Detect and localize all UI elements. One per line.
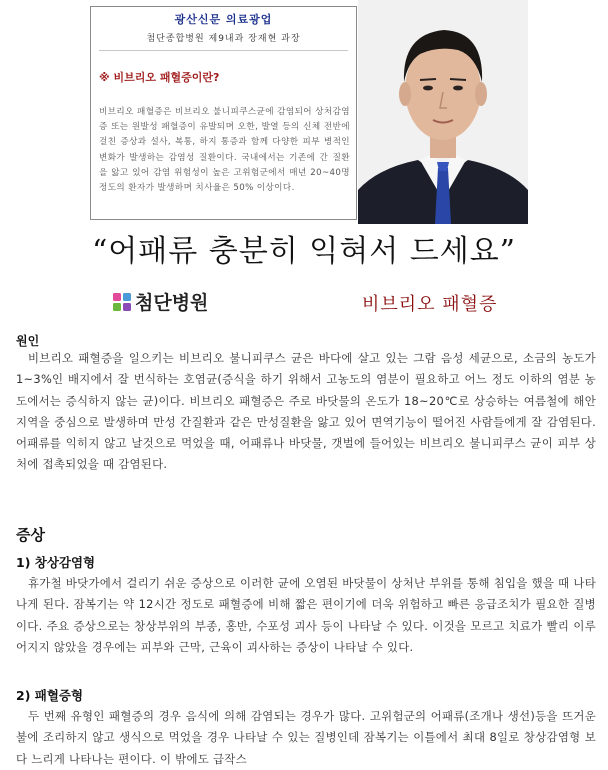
- article-intro-box: [90, 6, 357, 220]
- hospital-brand: [112, 288, 208, 315]
- type1-heading: 1) 창상감염형: [16, 555, 96, 570]
- hospital-name: 첨단병원: [135, 292, 209, 314]
- box-body-text: 비브리오 패혈증은 비브리오 불니피쿠스균에 감염되어 상처감염증 또는 원발성 패혈증이 유발되며 오한, 발열 등의 신체 전반에 걸친 증상과 설사, 복통, 하지 통증과 함께 다양한 피부 병적인 변화가 발생하는 감염성 질환이다. 국내에서는 기존에 간 질환을 앓고 있어 감염 위험성이 높은 고위험군에서 매년 20~40명 정도의 환자가 발생하며 치사율은 50% 이상이다.: [99, 107, 350, 194]
- type2-paragraph: 두 번째 유형인 패혈증의 경우 음식에 의해 감염되는 경우가 많다. 고위험군의 어패류(조개나 생선)등을 뜨거운 불에 조리하지 않고 생식으로 먹었을 경우 나타날 수 있는 질병인데 잠복기는 이틀에서 최대 8일로 창상감염형 보다 느리게 나타나는 편이다. 이 밖에도 급작스: [16, 709, 596, 766]
- newspaper-title: 광산신문 의료광업: [174, 13, 273, 26]
- type2-heading: 2) 패혈증형: [16, 688, 84, 703]
- cause-paragraph: 비브리오 패혈증을 일으키는 비브리오 불니피쿠스 균은 바다에 살고 있는 그람 음성 세균으로, 소금의 농도가 1~3%인 배지에서 잘 번식하는 호염균(증식을 하기 위해서 고농도의 염분이 필요하고 어느 정도 이하의 염분 농도에서는 증식하지 않는 균)이다. 비브리오 패혈증은 주로 바닷물의 온도가 18~20℃로 상승하는 여름철에 해안지역을 중심으로 발생하며 만성 간질환과 같은 만성질환을 앓고 있어 면역기능이 떨어진 사람들에게 잘 감염된다. 어패류를 익히지 않고 날것으로 먹었을 때, 어패류나 바닷물, 갯벌에 들어있는 비브리오 불니피쿠스 균이 피부 상처에 접촉되었을 때 감염된다.: [16, 351, 596, 472]
- box-heading: ※ 비브리오 패혈증이란?: [99, 71, 220, 84]
- author-line: 첨단종합병원 제9내과 장재현 과장: [146, 34, 301, 44]
- disease-title: 비브리오 패혈증: [362, 294, 498, 315]
- hospital-logo-icon: [112, 292, 132, 312]
- type1-paragraph: 휴가철 바닷가에서 걸리기 쉬운 증상으로 이러한 균에 오염된 바닷물이 상처난 부위를 통해 침입을 했을 때 나타나게 된다. 잠복기는 약 12시간 정도로 패혈증에 비해 짧은 편이기에 더욱 위험하고 빠른 응급조치가 필요한 질병이다. 주요 증상으로는 창상부위의 부종, 홍반, 수포성 괴사 등이 나타날 수 있다. 이것을 모르고 치료가 빨리 이루어지지 않았을 경우에는 피부와 근막, 근육이 괴사하는 증상이 나타날 수 있다.: [16, 576, 596, 654]
- cause-heading: 원인: [16, 334, 40, 348]
- main-title: “어패류 충분히 익혀서 드세요”: [91, 234, 517, 269]
- symptoms-heading: 증상: [16, 526, 45, 544]
- divider: [99, 50, 348, 51]
- author-photo: [358, 0, 528, 224]
